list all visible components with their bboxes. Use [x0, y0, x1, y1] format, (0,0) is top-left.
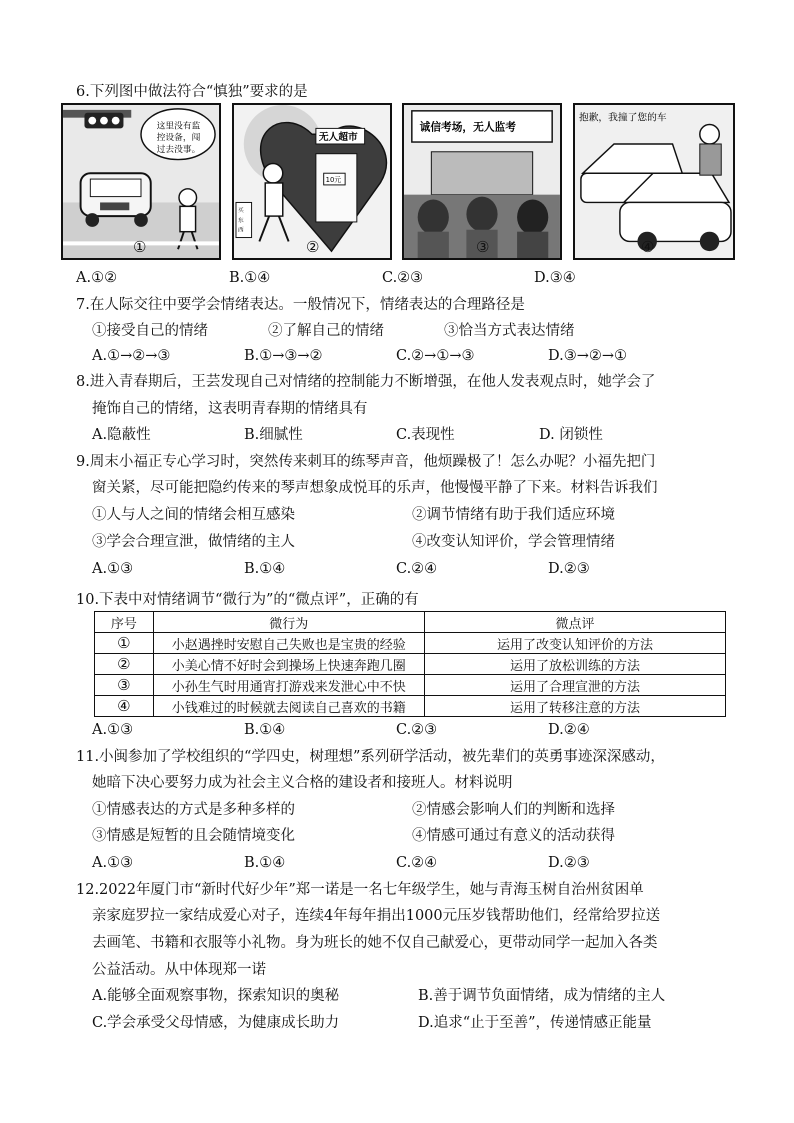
table-row	[95, 633, 726, 654]
q8-option-a[interactable]: A.隐蔽性	[92, 427, 151, 443]
q10-stem: 10.下表中对情绪调节“微行为”的“微点评”，正确的有	[76, 592, 419, 608]
q9-stem-line2: 窗关紧，尽可能把隐约传来的琴声想象成悦耳的乐声，他慢慢平静了下来。材料告诉我们	[92, 480, 658, 496]
q6-panel2-sign: 无人超市	[318, 132, 358, 144]
q12-option-b[interactable]: B.善于调节负面情绪，成为情绪的主人	[418, 988, 666, 1004]
q6-option-b[interactable]: B.①④	[229, 270, 271, 286]
q12-option-c[interactable]: C.学会承受父母情感，为健康成长助力	[92, 1015, 340, 1031]
q7-option-b[interactable]: B.①→③→②	[244, 348, 323, 364]
q11-item-3: ③情感是短暂的且会随情境变化	[92, 828, 295, 844]
cartoon-exam-room-image	[404, 105, 560, 258]
table-row	[95, 696, 726, 717]
q10-row4-behavior: 小钱难过的时候就去阅读自己喜欢的书籍	[153, 696, 424, 717]
q6-panel-1	[61, 103, 221, 260]
q6-panel-2	[232, 103, 392, 260]
q11-item-4: ④情感可通过有意义的活动获得	[412, 828, 615, 844]
q10-table-header-row	[95, 612, 726, 633]
q11-option-a[interactable]: A.①③	[92, 855, 134, 871]
q11-option-c[interactable]: C.②④	[396, 855, 438, 871]
q12-stem-line3: 去画笔、书籍和衣服等小礼物。身为班长的她不仅自己献爱心，更带动同学一起加入各类	[92, 935, 658, 951]
q6-panel-4	[573, 103, 735, 260]
q7-option-a[interactable]: A.①→②→③	[92, 348, 171, 364]
q12-option-d[interactable]: D.追求“止于至善”，传递情感正能量	[418, 1015, 652, 1031]
cartoon-unmanned-store-image	[234, 105, 390, 258]
q9-item-4: ④改变认知评价，学会管理情绪	[412, 534, 615, 550]
q6-panel4-bubble: 抱歉，我撞了您的车	[578, 112, 667, 124]
q10-row4-comment: 运用了转移注意的方法	[424, 696, 725, 717]
q11-stem-line2: 她暗下决心要努力成为社会主义合格的建设者和接班人。材料说明	[92, 775, 513, 791]
q10-row2-behavior: 小美心情不好时会到操场上快速奔跑几圈	[153, 654, 424, 675]
q10-option-c[interactable]: C.②③	[396, 722, 438, 738]
table-row	[95, 675, 726, 696]
q6-panel3-number: ③	[476, 238, 490, 256]
q7-option-c[interactable]: C.②→①→③	[396, 348, 475, 364]
q7-item-2: ②了解自己的情绪	[268, 323, 384, 339]
q8-option-c[interactable]: C.表现性	[396, 427, 455, 443]
q6-option-a[interactable]: A.①②	[76, 270, 118, 286]
q6-panel2-number: ②	[306, 238, 320, 256]
q6-panel1-bubble-line2: 控设备，闯	[156, 133, 201, 144]
q6-panel-3	[402, 103, 562, 260]
cartoon-traffic-light-image	[63, 105, 219, 258]
q9-option-c[interactable]: C.②④	[396, 561, 438, 577]
q10-header-behavior: 微行为	[153, 612, 424, 633]
q10-row2-index: ②	[95, 654, 154, 675]
q11-option-b[interactable]: B.①④	[244, 855, 286, 871]
q9-option-a[interactable]: A.①③	[92, 561, 134, 577]
q11-item-2: ②情感会影响人们的判断和选择	[412, 802, 615, 818]
q10-option-b[interactable]: B.①④	[244, 722, 286, 738]
q10-header-comment: 微点评	[424, 612, 725, 633]
q11-item-1: ①情感表达的方式是多种多样的	[92, 802, 295, 818]
q10-row3-behavior: 小孙生气时用通宵打游戏来发泄心中不快	[153, 675, 424, 696]
q11-stem-line1: 11.小闽参加了学校组织的“学四史，树理想”系列研学活动，被先辈们的英勇事迹深深感动，	[76, 749, 665, 765]
q9-option-b[interactable]: B.①④	[244, 561, 286, 577]
q6-stem: 6.下列图中做法符合“慎独”要求的是	[76, 84, 308, 100]
q7-stem: 7.在人际交往中要学会情绪表达。一般情况下，情绪表达的合理路径是	[76, 297, 525, 313]
q9-option-d[interactable]: D.②③	[548, 561, 590, 577]
q6-panel2-note-3: 西	[237, 227, 244, 234]
q12-stem-line2: 亲家庭罗拉一家结成爱心对子，连续4年每年捐出1000元压岁钱帮助他们，经常给罗拉送	[92, 908, 661, 924]
q10-row1-comment: 运用了改变认知评价的方法	[424, 633, 725, 654]
q8-stem-line1: 8.进入青春期后，王芸发现自己对情绪的控制能力不断增强，在他人发表观点时，她学会了	[76, 374, 656, 390]
q6-panel2-note-1: 买	[237, 208, 244, 215]
q10-row1-index: ①	[95, 633, 154, 654]
q10-option-d[interactable]: D.②④	[548, 722, 590, 738]
q7-item-3: ③恰当方式表达情绪	[444, 323, 575, 339]
q10-row1-behavior: 小赵遇挫时安慰自己失败也是宝贵的经验	[153, 633, 424, 654]
q8-stem-line2: 掩饰自己的情绪，这表明青春期的情绪具有	[92, 401, 368, 417]
q6-option-c[interactable]: C.②③	[382, 270, 424, 286]
q8-option-d[interactable]: D. 闭锁性	[539, 427, 603, 443]
q12-stem-line4: 公益活动。从中体现郑一诺	[92, 962, 266, 978]
q7-option-d[interactable]: D.③→②→①	[548, 348, 628, 364]
q6-panel1-number: ①	[133, 238, 147, 256]
q7-item-1: ①接受自己的情绪	[92, 323, 208, 339]
q6-panel4-number: ④	[641, 238, 655, 256]
q9-item-3: ③学会合理宣泄，做情绪的主人	[92, 534, 295, 550]
q10-option-a[interactable]: A.①③	[92, 722, 134, 738]
q6-panel2-price-tag: 10元	[325, 175, 342, 184]
q10-row3-comment: 运用了合理宣泄的方法	[424, 675, 725, 696]
q6-panel1-bubble-line1: 这里没有监	[156, 121, 201, 132]
q10-row2-comment: 运用了放松训练的方法	[424, 654, 725, 675]
q6-panel1-bubble-line3: 过去没事。	[156, 144, 201, 155]
q6-panel3-banner: 诚信考场，无人监考	[419, 120, 516, 134]
q6-panel2-note-2: 东	[237, 217, 244, 224]
q9-item-1: ①人与人之间的情绪会相互感染	[92, 507, 295, 523]
q8-option-b[interactable]: B.细腻性	[244, 427, 303, 443]
q11-option-d[interactable]: D.②③	[548, 855, 590, 871]
q12-option-a[interactable]: A.能够全面观察事物，探索知识的奥秘	[92, 988, 340, 1004]
q6-option-d[interactable]: D.③④	[534, 270, 576, 286]
q9-item-2: ②调节情绪有助于我们适应环境	[412, 507, 615, 523]
table-row	[95, 654, 726, 675]
q9-stem-line1: 9.周末小福正专心学习时，突然传来刺耳的练琴声音，他烦躁极了！怎么办呢？小福先把门	[76, 454, 656, 470]
q6-image-row	[61, 103, 735, 260]
q12-stem-line1: 12.2022年厦门市“新时代好少年”郑一诺是一名七年级学生，她与青海玉树自治州贫困单	[76, 882, 644, 898]
q10-table	[94, 611, 726, 717]
q10-row3-index: ③	[95, 675, 154, 696]
q10-header-index: 序号	[95, 612, 154, 633]
cartoon-car-accident-image	[575, 105, 733, 258]
q10-row4-index: ④	[95, 696, 154, 717]
